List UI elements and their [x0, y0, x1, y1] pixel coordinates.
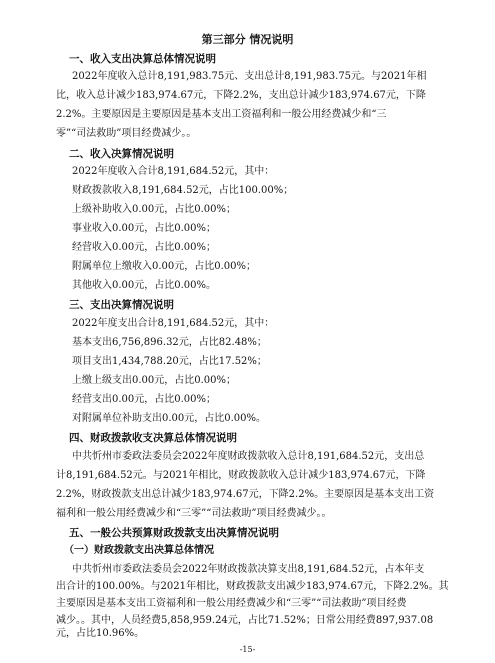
section2-line: 事业收入0.00元，占比0.00%； — [72, 223, 217, 234]
section4-line: 中共忻州市委政法委员会2022年度财政拨款收入总计8,191,684.52元，支出总 — [72, 451, 425, 462]
section2-line: 其他收入0.00元，占比0.00%。 — [72, 280, 217, 291]
section5-line: 中共忻州市委政法委员会2022年财政拨款决算支出8,191,684.52元，占本年支 — [72, 564, 425, 575]
section2-line: 上级补助收入0.00元，占比0.00%； — [72, 204, 237, 215]
section2-line: 附属单位上缴收入0.00元，占比0.00%； — [72, 261, 257, 272]
section3-line: 项目支出1,434,788.20元，占比17.52%； — [72, 356, 267, 367]
section1-line: 零”“司法救助”项目经费减少。。 — [56, 128, 197, 139]
section1-heading: 一、收入支出决算总体情况说明 — [69, 53, 216, 65]
section4-line: 2.2%，财政拨款支出总计减少183,974.67元，下降2.2%。主要原因是基本支出工资 — [56, 489, 435, 500]
section2-line: 财政拨款收入8,191,684.52元，占比100.00%； — [72, 185, 294, 196]
section4-heading: 四、财政拨款收支决算总体情况说明 — [69, 432, 237, 444]
section5-line: 出合计的100.00%。与2021年相比，财政拨款支出减少183,974.67元，下降2.2%。其 — [56, 581, 449, 592]
section5-line: 减少。。其中，人员经费5,858,959.24元，占比71.52%；日常公用经费897,937.08 — [56, 615, 434, 626]
section3-heading: 三、支出决算情况说明 — [69, 299, 174, 311]
section3-line: 经营支出0.00元，占比0.00%； — [72, 394, 217, 405]
section3-line: 对附属单位补助支出0.00元，占比0.00%。 — [72, 413, 267, 424]
section1-line: 2.2%。主要原因是主要原因是基本支出工资福利和一般公用经费减少和“三 — [56, 109, 387, 120]
section5-heading: 五、一般公共预算财政拨款支出决算情况说明 — [69, 527, 279, 539]
section5-line: 元，占比10.96%。 — [56, 628, 145, 639]
section2-heading: 二、收入决算情况说明 — [69, 148, 174, 160]
section5-sub1-heading: （一）财政拨款支出决算总体情况 — [64, 545, 214, 556]
section5-line: 主要原因是基本支出工资福利和一般公用经费减少和“三零”“司法救助”项目经费 — [56, 598, 407, 609]
section3-line: 2022年度支出合计8,191,684.52元，其中： — [72, 318, 275, 329]
page-title: 第三部分 情况说明 — [201, 33, 294, 46]
section4-line: 福利和一般公用经费减少和“三零”“司法救助”项目经费减少。。 — [56, 508, 332, 519]
section1-line: 比，收入总计减少183,974.67元，下降2.2%，支出总计减少183,974.67元，下降 — [56, 90, 426, 101]
section2-line: 2022年度收入合计8,191,684.52元，其中： — [72, 166, 275, 177]
section2-line: 经营收入0.00元，占比0.00%； — [72, 242, 217, 253]
section4-line: 计8,191,684.52元。与2021年相比，财政拨款收入总计减少183,974.67元，下降 — [56, 470, 426, 481]
section3-line: 基本支出6,756,896.32元，占比82.48%； — [72, 337, 267, 348]
section3-line: 上缴上级支出0.00元，占比0.00%； — [72, 375, 237, 386]
section1-line: 2022年度收入总计8,191,983.75元、支出总计8,191,983.75元。与2021年相 — [72, 71, 427, 82]
page-number: -15- — [239, 645, 256, 654]
